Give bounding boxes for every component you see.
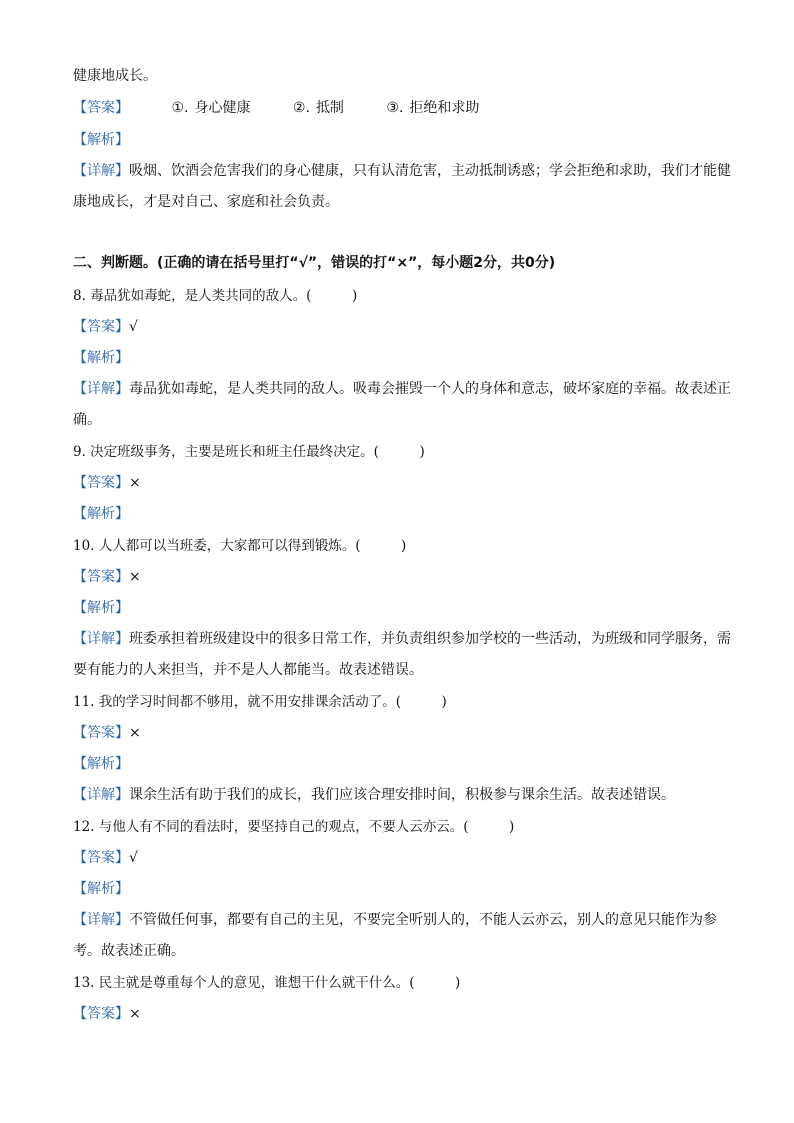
question-10-analysis: 【解析】 xyxy=(73,600,129,616)
answer-line-7 xyxy=(73,98,479,118)
question-9-stem: 9. 决定班级事务，主要是班长和班主任最终决定。( ) xyxy=(73,444,425,460)
answer-option-1: ①. 身心健康 xyxy=(171,100,251,116)
question-8-answer: 【答案】√ xyxy=(73,319,138,335)
question-10-stem: 10. 人人都可以当班委，大家都可以得到锻炼。( ) xyxy=(73,538,407,554)
question-12-analysis: 【解析】 xyxy=(73,881,129,897)
analysis-tag-7: 【解析】 xyxy=(73,132,129,148)
question-8-stem: 8. 毒品犹如毒蛇，是人类共同的敌人。( ) xyxy=(73,288,358,304)
question-11-analysis: 【解析】 xyxy=(73,756,129,772)
detail-paragraph-7: 【详解】吸烟、饮酒会危害我们的身心健康，只有认清危害，主动抵制诱惑；学会拒绝和求助，我们才能健康地成长，才是对自己、家庭和社会负责。 xyxy=(73,163,731,210)
answer-option-2: ②. 抵制 xyxy=(292,100,344,116)
question-8-analysis: 【解析】 xyxy=(73,350,129,366)
question-11-detail: 【详解】课余生活有助于我们的成长，我们应该合理安排时间，积极参与课余生活。故表述错误。 xyxy=(73,787,675,803)
question-10-answer: 【答案】× xyxy=(73,569,141,585)
question-10-detail: 【详解】班委承担着班级建设中的很多日常工作，并负责组织参加学校的一些活动，为班级和同学服务，需要有能力的人来担当，并不是人人都能当。故表述错误。 xyxy=(73,631,731,678)
question-13-answer: 【答案】× xyxy=(73,1006,141,1022)
answer-tag: 【答案】 xyxy=(73,100,129,116)
answer-option-3: ③. 拒绝和求助 xyxy=(386,100,480,116)
question-12-detail: 【详解】不管做任何事，都要有自己的主见，不要完全听别人的，不能人云亦云，别人的意见只能作为参考。故表述正确。 xyxy=(73,912,717,959)
question-9-analysis: 【解析】 xyxy=(73,506,129,522)
question-11-answer: 【答案】× xyxy=(73,725,141,741)
question-9-answer: 【答案】× xyxy=(73,475,141,491)
question-11-stem: 11. 我的学习时间都不够用，就不用安排课余活动了。( ) xyxy=(73,694,447,710)
question-12-answer: 【答案】√ xyxy=(73,850,138,866)
section-two-heading: 二、判断题。(正确的请在括号里打“√”，错误的打“×”，每小题2分，共0分) xyxy=(73,255,556,271)
question-12-stem: 12. 与他人有不同的看法时，要坚持自己的观点，不要人云亦云。( ) xyxy=(73,819,515,835)
question-13-stem: 13. 民主就是尊重每个人的意见，谁想干什么就干什么。( ) xyxy=(73,975,461,991)
question-8-detail: 【详解】毒品犹如毒蛇，是人类共同的敌人。吸毒会摧毁一个人的身体和意志，破坏家庭的幸福。故表述正确。 xyxy=(73,381,731,428)
continuation-text: 健康地成长。 xyxy=(73,68,157,84)
